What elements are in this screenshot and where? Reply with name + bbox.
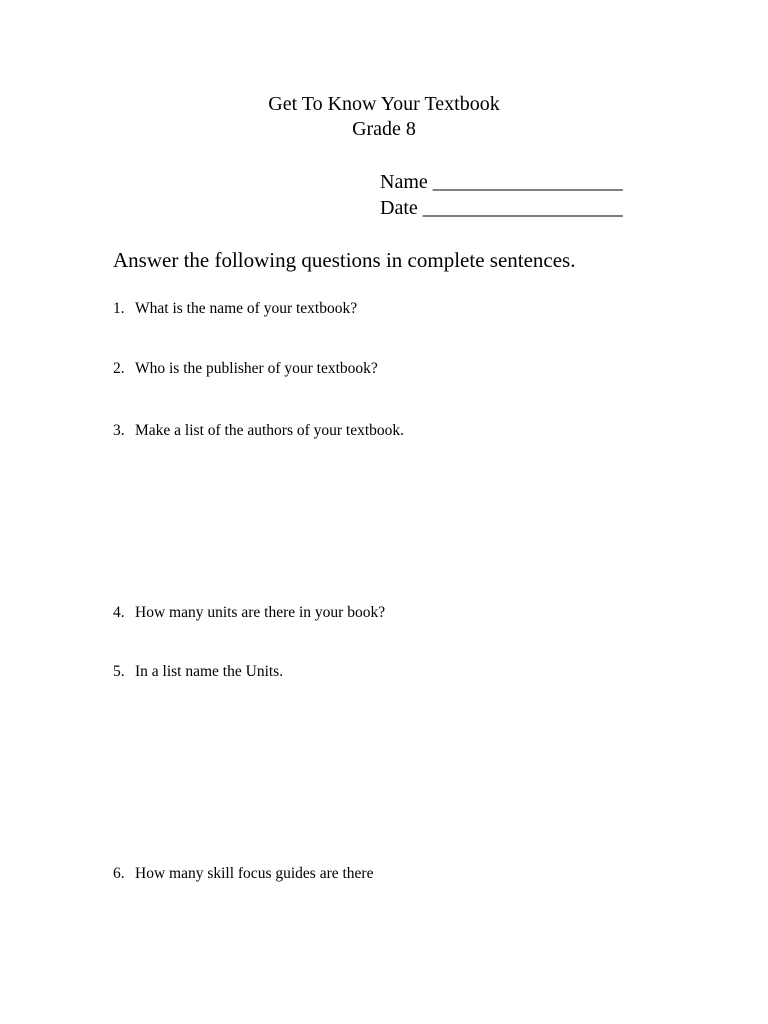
question-number: 1. bbox=[113, 300, 125, 317]
name-field: Name ___________________ bbox=[380, 171, 623, 193]
question-text: Who is the publisher of your textbook? bbox=[135, 360, 378, 377]
worksheet-grade: Grade 8 bbox=[352, 118, 416, 140]
question-item bbox=[113, 662, 283, 682]
question-text: How many skill focus guides are there bbox=[135, 865, 374, 882]
question-item bbox=[113, 864, 373, 884]
question-number: 5. bbox=[113, 663, 125, 680]
question-number: 4. bbox=[113, 604, 125, 621]
question-item bbox=[113, 299, 357, 319]
instructions: Answer the following questions in complete sentences. bbox=[113, 248, 576, 272]
question-item bbox=[113, 603, 385, 623]
title-block bbox=[0, 92, 768, 142]
question-number: 6. bbox=[113, 865, 125, 882]
question-text: What is the name of your textbook? bbox=[135, 300, 358, 317]
question-item bbox=[113, 359, 378, 379]
student-fields bbox=[380, 169, 623, 221]
date-field: Date ____________________ bbox=[380, 197, 623, 219]
question-text: In a list name the Units. bbox=[135, 663, 284, 680]
question-number: 2. bbox=[113, 360, 125, 377]
question-number: 3. bbox=[113, 422, 125, 439]
question-text: Make a list of the authors of your textbook. bbox=[135, 422, 405, 439]
question-text: How many units are there in your book? bbox=[135, 604, 386, 621]
worksheet-title: Get To Know Your Textbook bbox=[268, 93, 500, 115]
question-item bbox=[113, 421, 404, 441]
